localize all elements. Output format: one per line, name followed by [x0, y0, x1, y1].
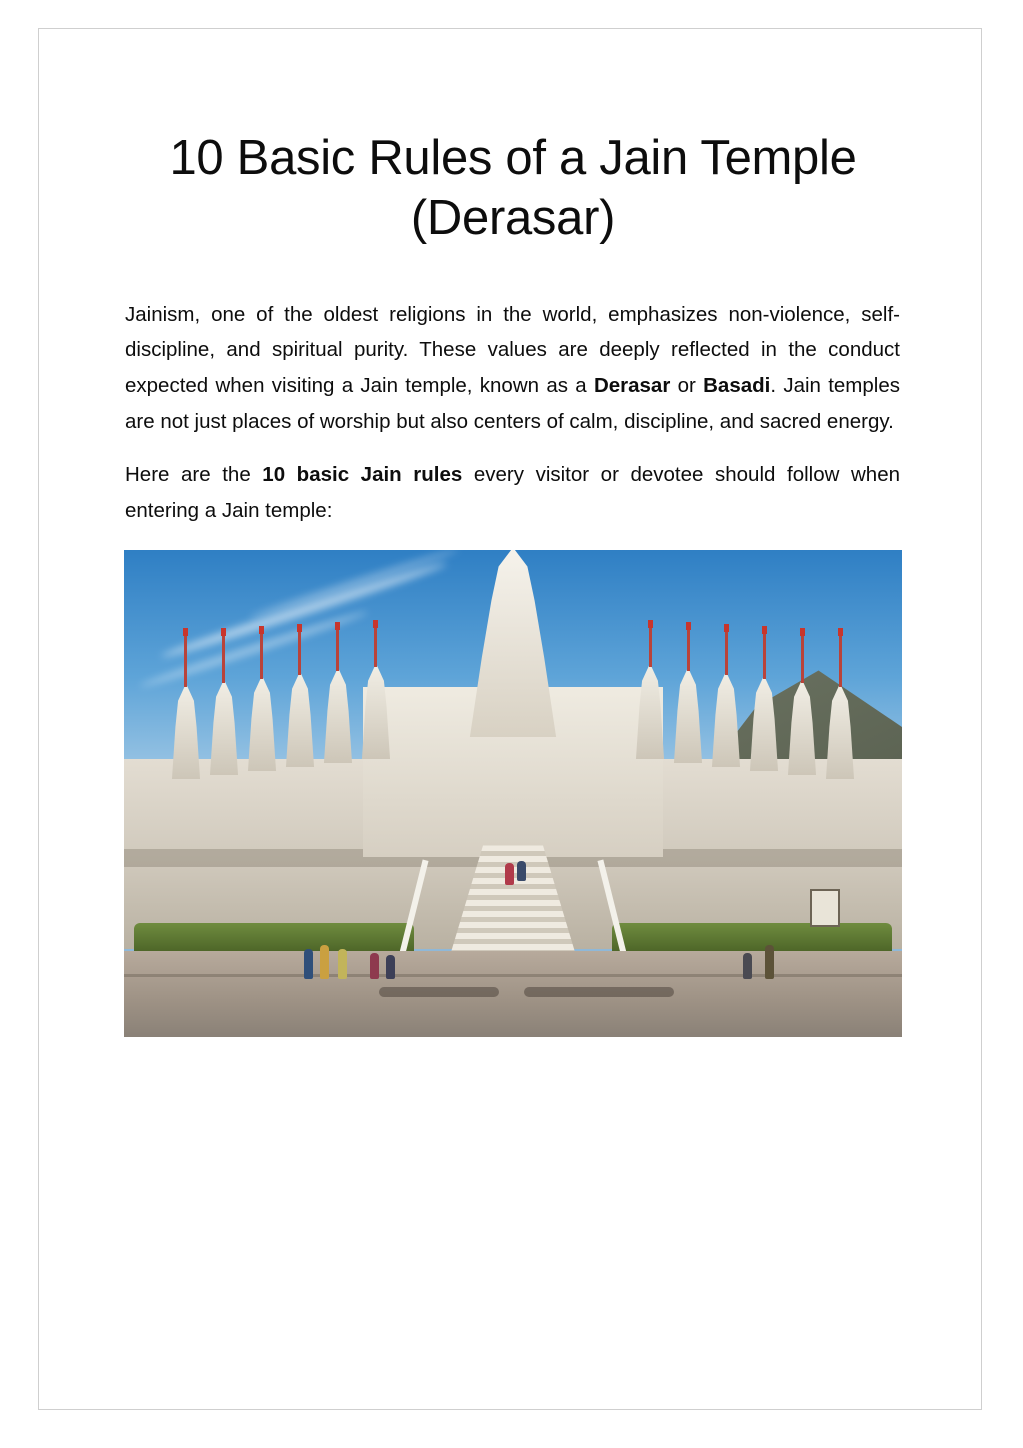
flag-pole — [649, 627, 652, 667]
document-page — [38, 28, 982, 1410]
flag-pole — [336, 629, 339, 671]
paragraph-intro-conjunction: or — [670, 373, 704, 397]
flag-pole — [687, 629, 690, 671]
flag-pole — [222, 635, 225, 683]
flag-pole — [374, 627, 377, 667]
flag-pole — [184, 635, 187, 687]
flag-pole — [298, 631, 301, 675]
courtyard-ground — [124, 951, 902, 1037]
lead-in-part-1: Here are the — [125, 463, 263, 487]
term-ten-basic-jain-rules: 10 basic Jain rules — [262, 463, 463, 487]
visitor — [765, 945, 774, 979]
visitor — [338, 949, 347, 979]
paragraph-intro-part-2: . Jain temples are not just places of worship but also centers of calm, discipline, and sacred energy. — [125, 373, 900, 433]
body-text — [124, 297, 902, 529]
paragraph-intro — [125, 297, 900, 440]
shoe-pile — [524, 987, 674, 997]
visitor — [386, 955, 395, 979]
flag-pole — [763, 633, 766, 679]
paragraph-intro-part-1: Jainism, one of the oldest religions in the world, emphasizes non-violence, self-discipline, and spiritual purity. These values are deeply reflected in the conduct expected when visiting a Jain temple, known as a — [125, 302, 900, 397]
term-derasar: Derasar — [593, 373, 671, 397]
flag-pole — [801, 635, 804, 683]
visitor — [370, 953, 379, 979]
shoe-pile — [379, 987, 499, 997]
visitor — [320, 945, 329, 979]
visitor — [304, 949, 313, 979]
lead-in-part-2: every visitor or devotee should follow when entering a Jain temple: — [125, 463, 900, 522]
term-basadi: Basadi — [703, 373, 771, 397]
temple-photo — [124, 550, 902, 1037]
courtyard-edge — [124, 974, 902, 977]
visitor — [743, 953, 752, 979]
flag-pole — [839, 635, 842, 687]
page-content — [124, 129, 902, 1037]
information-sign — [810, 889, 840, 927]
visitor — [517, 861, 526, 881]
page-title: 10 Basic Rules of a Jain Temple (Derasar) — [169, 131, 857, 245]
flag-pole — [260, 633, 263, 679]
paragraph-lead-in — [125, 457, 900, 528]
visitor — [505, 863, 514, 885]
flag-pole — [725, 631, 728, 675]
